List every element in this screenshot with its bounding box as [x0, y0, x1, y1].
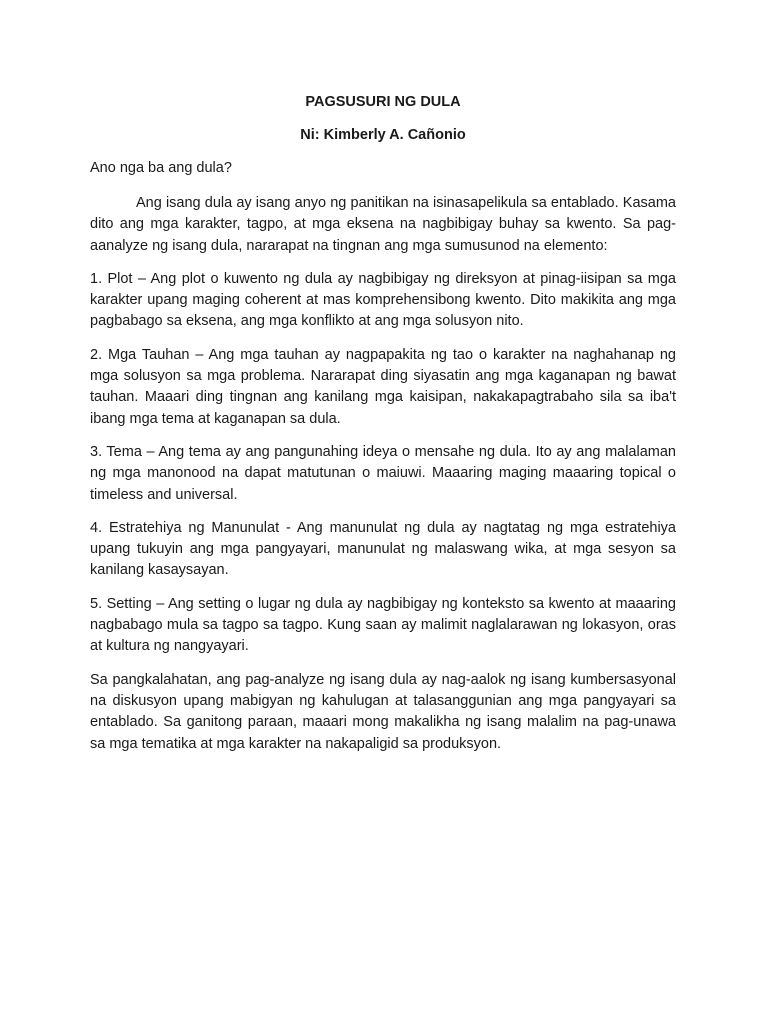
paragraph-plot: 1. Plot – Ang plot o kuwento ng dula ay nagbibigay ng direksyon at pinag-iisipan sa mga karakter upang maging coherent at mas komprehensibong kwento. Dito makikita ang mga pagbabago sa eksena, ang mga konflikto at ang mga solusyon nito. — [90, 270, 676, 330]
document-title: PAGSUSURI NG DULA — [305, 94, 461, 110]
paragraph-estratehiya: 4. Estratehiya ng Manunulat - Ang manunulat ng dula ay nagtatag ng mga estratehiya upang tukuyin ang mga pangyayari, manunulat ng malaswang wika, at mga sesyon sa kanilang kasaysayan. — [90, 519, 676, 579]
paragraph-tema: 3. Tema – Ang tema ay ang pangunahing ideya o mensahe ng dula. Ito ay ang malalaman ng mga manonood na dapat matutunan o maiuwi. Maaaring maging maaaring topical o timeless and universal. — [90, 443, 676, 503]
paragraph-setting: 5. Setting – Ang setting o lugar ng dula ay nagbibigay ng konteksto sa kwento at maaaring nagbabago mula sa tagpo sa tagpo. Kung saan ay malimit naglalarawan ng lokasyon, oras at kultura ng nangyayari. — [90, 595, 676, 655]
intro-question: Ano nga ba ang dula? — [90, 160, 232, 176]
paragraph-tauhan: 2. Mga Tauhan – Ang mga tauhan ay nagpapakita ng tao o karakter na naghahanap ng mga solusyon sa mga problema. Nararapat ding siyasatin ang mga kaganapan ng bawat tauhan. Maaari ding tingnan ang kanilang mga kaisipan, nakakapagtrabaho sila sa iba't ibang mga tema at kaganapan sa dula. — [90, 346, 676, 427]
paragraph-intro: Ang isang dula ay isang anyo ng panitikan na isinasapelikula sa entablado. Kasama dito ang mga karakter, tagpo, at mga eksena na nagbibigay buhay sa kwento. Sa pag-aanalyze ng isang dula, nararapat na tingnan ang mga sumusunod na elemento: — [90, 195, 676, 254]
document-body — [90, 193, 676, 767]
paragraph-conclusion: Sa pangkalahatan, ang pag-analyze ng isang dula ay nag-aalok ng isang kumbersasyonal na diskusyon upang mabigyan ng kahulugan at talasanggunian ang mga pangyayari sa entablado. Sa ganitong paraan, maaari mong makalikha ng isang malalim na pag-unawa sa mga tematika at mga karakter na nakapaligid sa produksyon. — [90, 671, 676, 752]
document-author: Ni: Kimberly A. Cañonio — [300, 127, 466, 143]
